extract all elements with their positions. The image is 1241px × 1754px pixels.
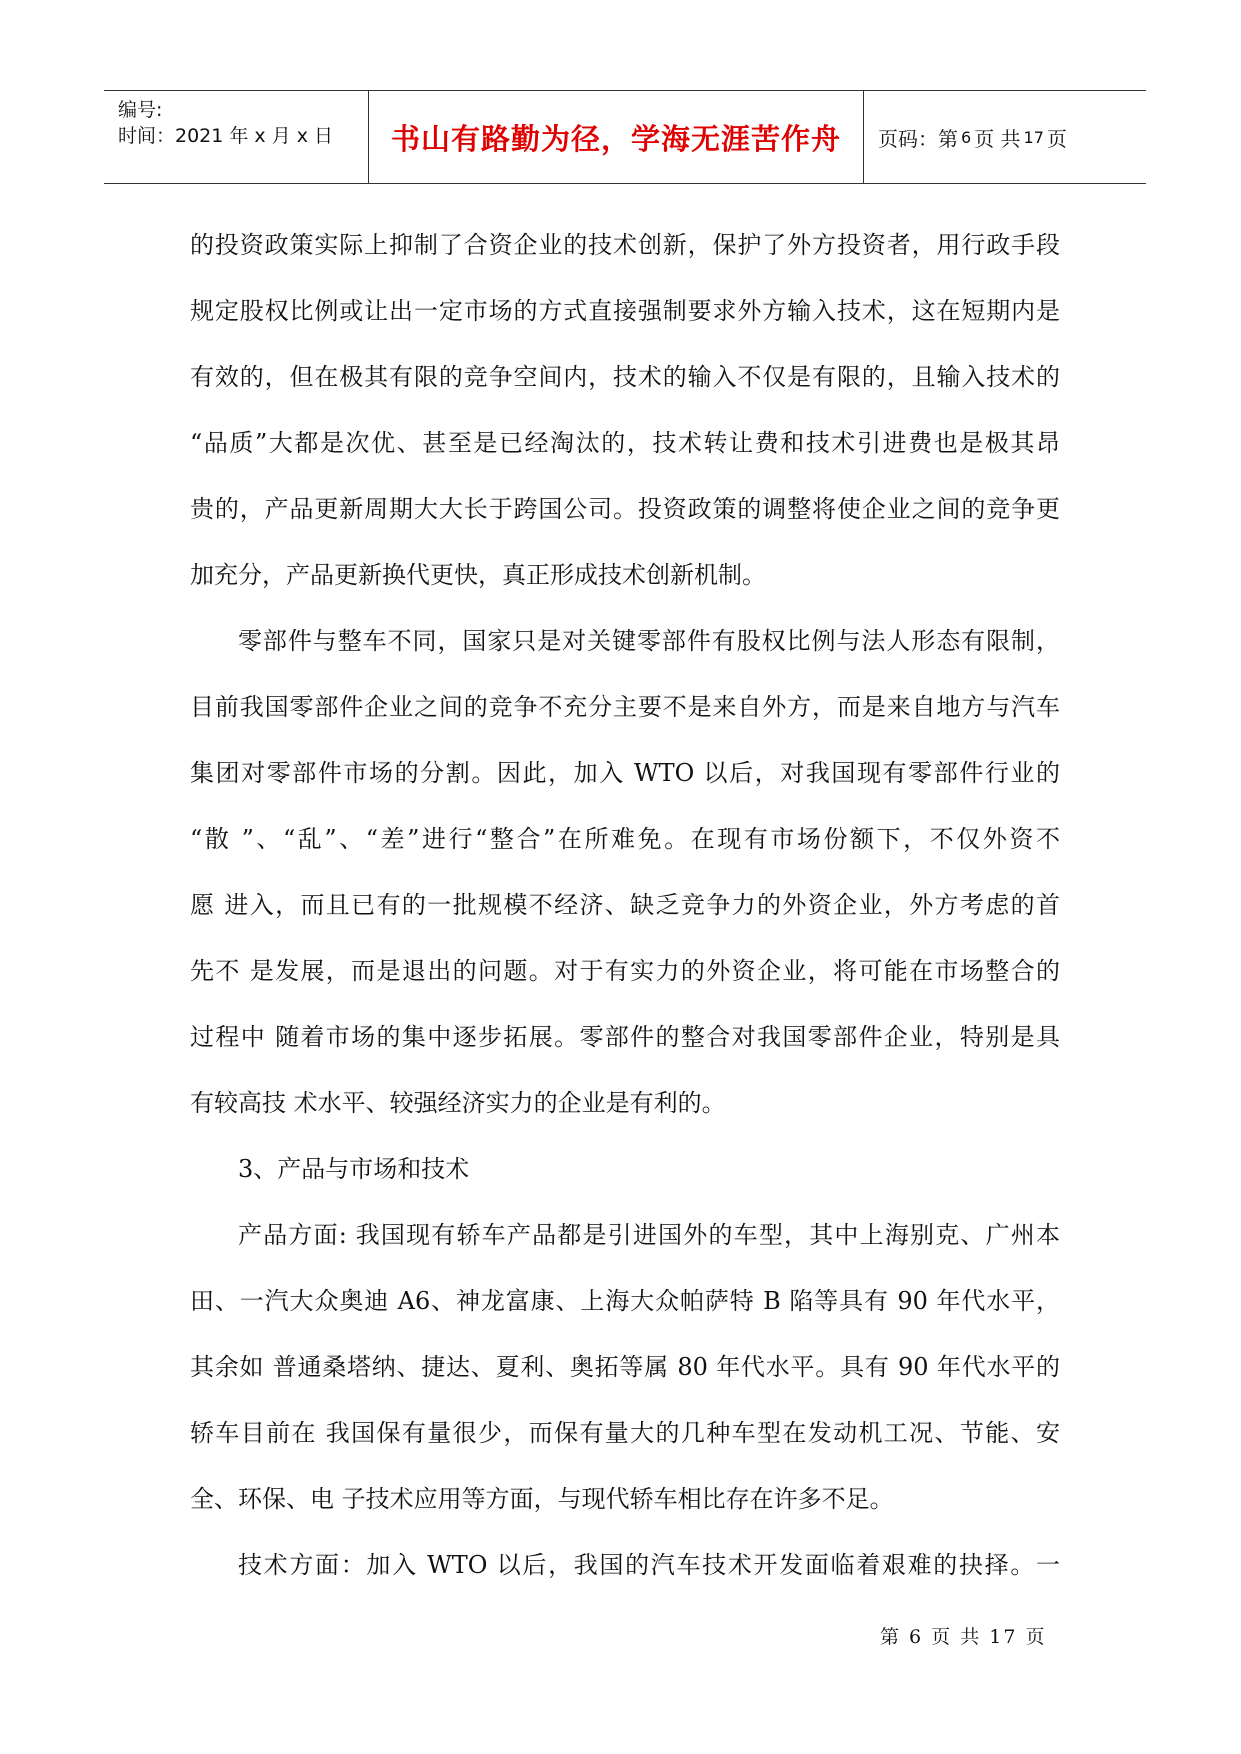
document-body xyxy=(190,212,1060,1598)
page-current: 6 xyxy=(961,127,972,147)
body-line: 贵的，产品更新周期大大长于跨国公司。投资政策的调整将使企业之间的竞争更 xyxy=(190,495,1060,523)
section-heading: 3、产品与市场和技术 xyxy=(238,1155,470,1183)
body-line: 规定股权比例或让出一定市场的方式直接强制要求外方输入技术，这在短期内是 xyxy=(190,297,1060,325)
page-footer: 第 6 页 共 17 页 xyxy=(880,1626,1047,1648)
header-meta-cell xyxy=(104,91,369,183)
header-page-cell xyxy=(864,91,1146,183)
header-motto-cell xyxy=(369,91,864,183)
body-line: 的投资政策实际上抑制了合资企业的技术创新，保护了外方投资者，用行政手段 xyxy=(190,231,1060,259)
body-line: 目前我国零部件企业之间的竞争不充分主要不是来自外方，而是来自地方与汽车 xyxy=(190,693,1060,721)
body-line: 田、一汽大众奥迪 A6、神龙富康、上海大众帕萨特 B 陷等具有 90 年代水平， xyxy=(190,1287,1060,1315)
body-line: “品质”大都是次优、甚至是已经淘汰的，技术转让费和技术引进费也是极其昂 xyxy=(190,429,1060,457)
body-line: 其余如 普通桑塔纳、捷达、夏利、奥拓等属 80 年代水平。具有 90 年代水平的 xyxy=(190,1353,1060,1381)
body-line: 过程中 随着市场的集中逐步拓展。零部件的整合对我国零部件企业，特别是具 xyxy=(190,1023,1060,1051)
body-line: 愿 进入，而且已有的一批规模不经济、缺乏竞争力的外资企业，外方考虑的首 xyxy=(190,891,1060,919)
page-mid-label: 页 共 xyxy=(974,126,1021,151)
body-line: 产品方面: 我国现有轿车产品都是引进国外的车型，其中上海别克、广州本 xyxy=(238,1221,1060,1249)
document-time-label: 时间：2021 年 x 月 x 日 xyxy=(118,125,334,147)
page-header xyxy=(104,90,1146,184)
body-line: “散 ”、“乱”、“差”进行“整合”在所难免。在现有市场份额下，不仅外资不 xyxy=(190,825,1060,853)
body-line: 加充分，产品更新换代更快，真正形成技术创新机制。 xyxy=(190,561,766,589)
body-line: 集团对零部件市场的分割。因此，加入 WTO 以后，对我国现有零部件行业的 xyxy=(190,759,1060,787)
page-end-label: 页 xyxy=(1046,126,1067,151)
body-line: 有效的，但在极其有限的竞争空间内，技术的输入不仅是有限的，且输入技术的 xyxy=(190,363,1060,391)
page-total: 17 xyxy=(1023,127,1044,147)
body-line: 全、环保、电 子技术应用等方面，与现代轿车相比存在许多不足。 xyxy=(190,1485,894,1513)
body-line: 轿车目前在 我国保有量很少，而保有量大的几种车型在发动机工况、节能、安 xyxy=(190,1419,1060,1447)
document-number-label: 编号: xyxy=(118,99,163,121)
body-line: 先不 是发展，而是退出的问题。对于有实力的外资企业，将可能在市场整合的 xyxy=(190,957,1060,985)
header-motto: 书山有路勤为径，学海无涯苦作舟 xyxy=(390,121,841,156)
body-line: 零部件与整车不同，国家只是对关键零部件有股权比例与法人形态有限制， xyxy=(238,627,1060,655)
page-label: 页码：第 xyxy=(878,126,958,151)
body-line: 技术方面：加入 WTO 以后，我国的汽车技术开发面临着艰难的抉择。一 xyxy=(238,1551,1060,1579)
body-line: 有较高技 术水平、较强经济实力的企业是有利的。 xyxy=(190,1089,726,1117)
